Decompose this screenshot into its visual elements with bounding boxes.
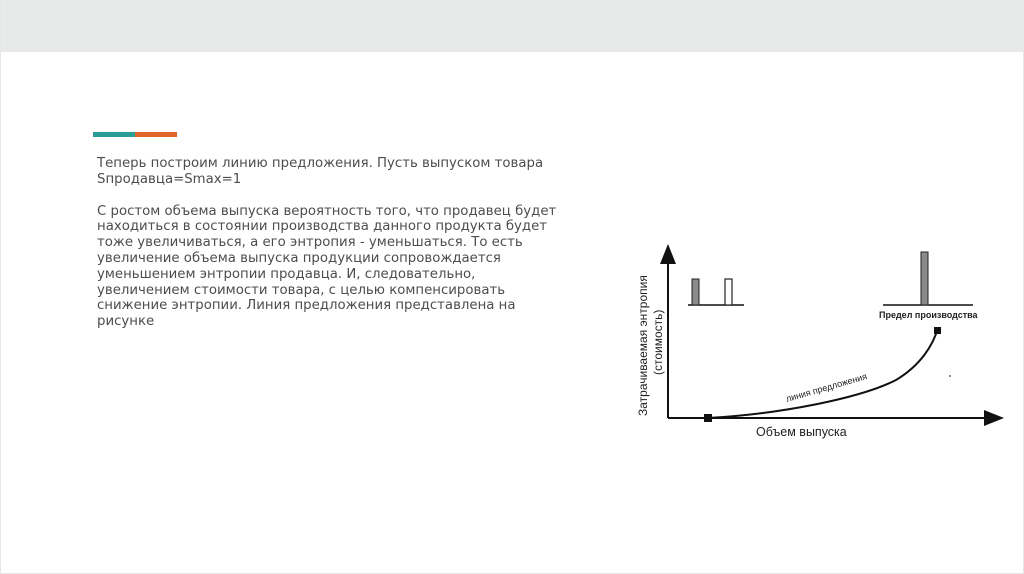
paragraph-2-line-4: увеличение объема выпуска продукции сопровождается [97, 250, 501, 266]
accent-teal [93, 132, 135, 137]
right-tall-bar [921, 252, 928, 305]
accent-orange [135, 132, 177, 137]
paragraph-1-line-2: Sпродавца=Smax=1 [97, 171, 242, 187]
y-axis-label-line-2: (стоимость) [651, 309, 665, 375]
y-axis-label-line-1: Затрачиваемая энтропия [636, 275, 650, 416]
paragraph-2-line-5: уменьшением энтропии продавца. И, следовательно, [97, 266, 476, 282]
paragraph-1-line-1: Теперь построим линию предложения. Пусть выпуском товара [97, 156, 544, 171]
paragraph-2-line-2: находиться в состоянии производства данного продукта будет [97, 219, 548, 235]
paragraph-2-line-7: снижение энтропии. Линия предложения представлена на [97, 298, 516, 314]
curve-end-marker [934, 327, 941, 334]
left-empty-bar [725, 279, 732, 305]
supply-curve [708, 328, 938, 418]
paragraph-2-line-6: увеличением стоимости товара, с целью компенсировать [97, 282, 506, 298]
paragraph-2-line-3: тоже увеличиваться, а его энтропия - уменьшаться. То есть [97, 235, 523, 251]
accent-line [93, 132, 177, 137]
curve-start-marker [704, 414, 712, 422]
paragraph-2-line-8: рисунке [97, 314, 155, 330]
paragraph-2-line-1: С ростом объема выпуска вероятность того, что продавец будет [97, 203, 557, 219]
x-axis-label: Объем выпуска [756, 425, 847, 439]
stray-dot [949, 375, 951, 377]
top-bar [1, 0, 1024, 52]
curve-label: линия предложения [784, 371, 869, 404]
diagram-svg [621, 230, 1011, 450]
left-filled-bar [692, 279, 699, 305]
supply-line-diagram [621, 230, 1011, 450]
limit-label: Предел производства [879, 310, 978, 320]
body-text [97, 156, 587, 330]
